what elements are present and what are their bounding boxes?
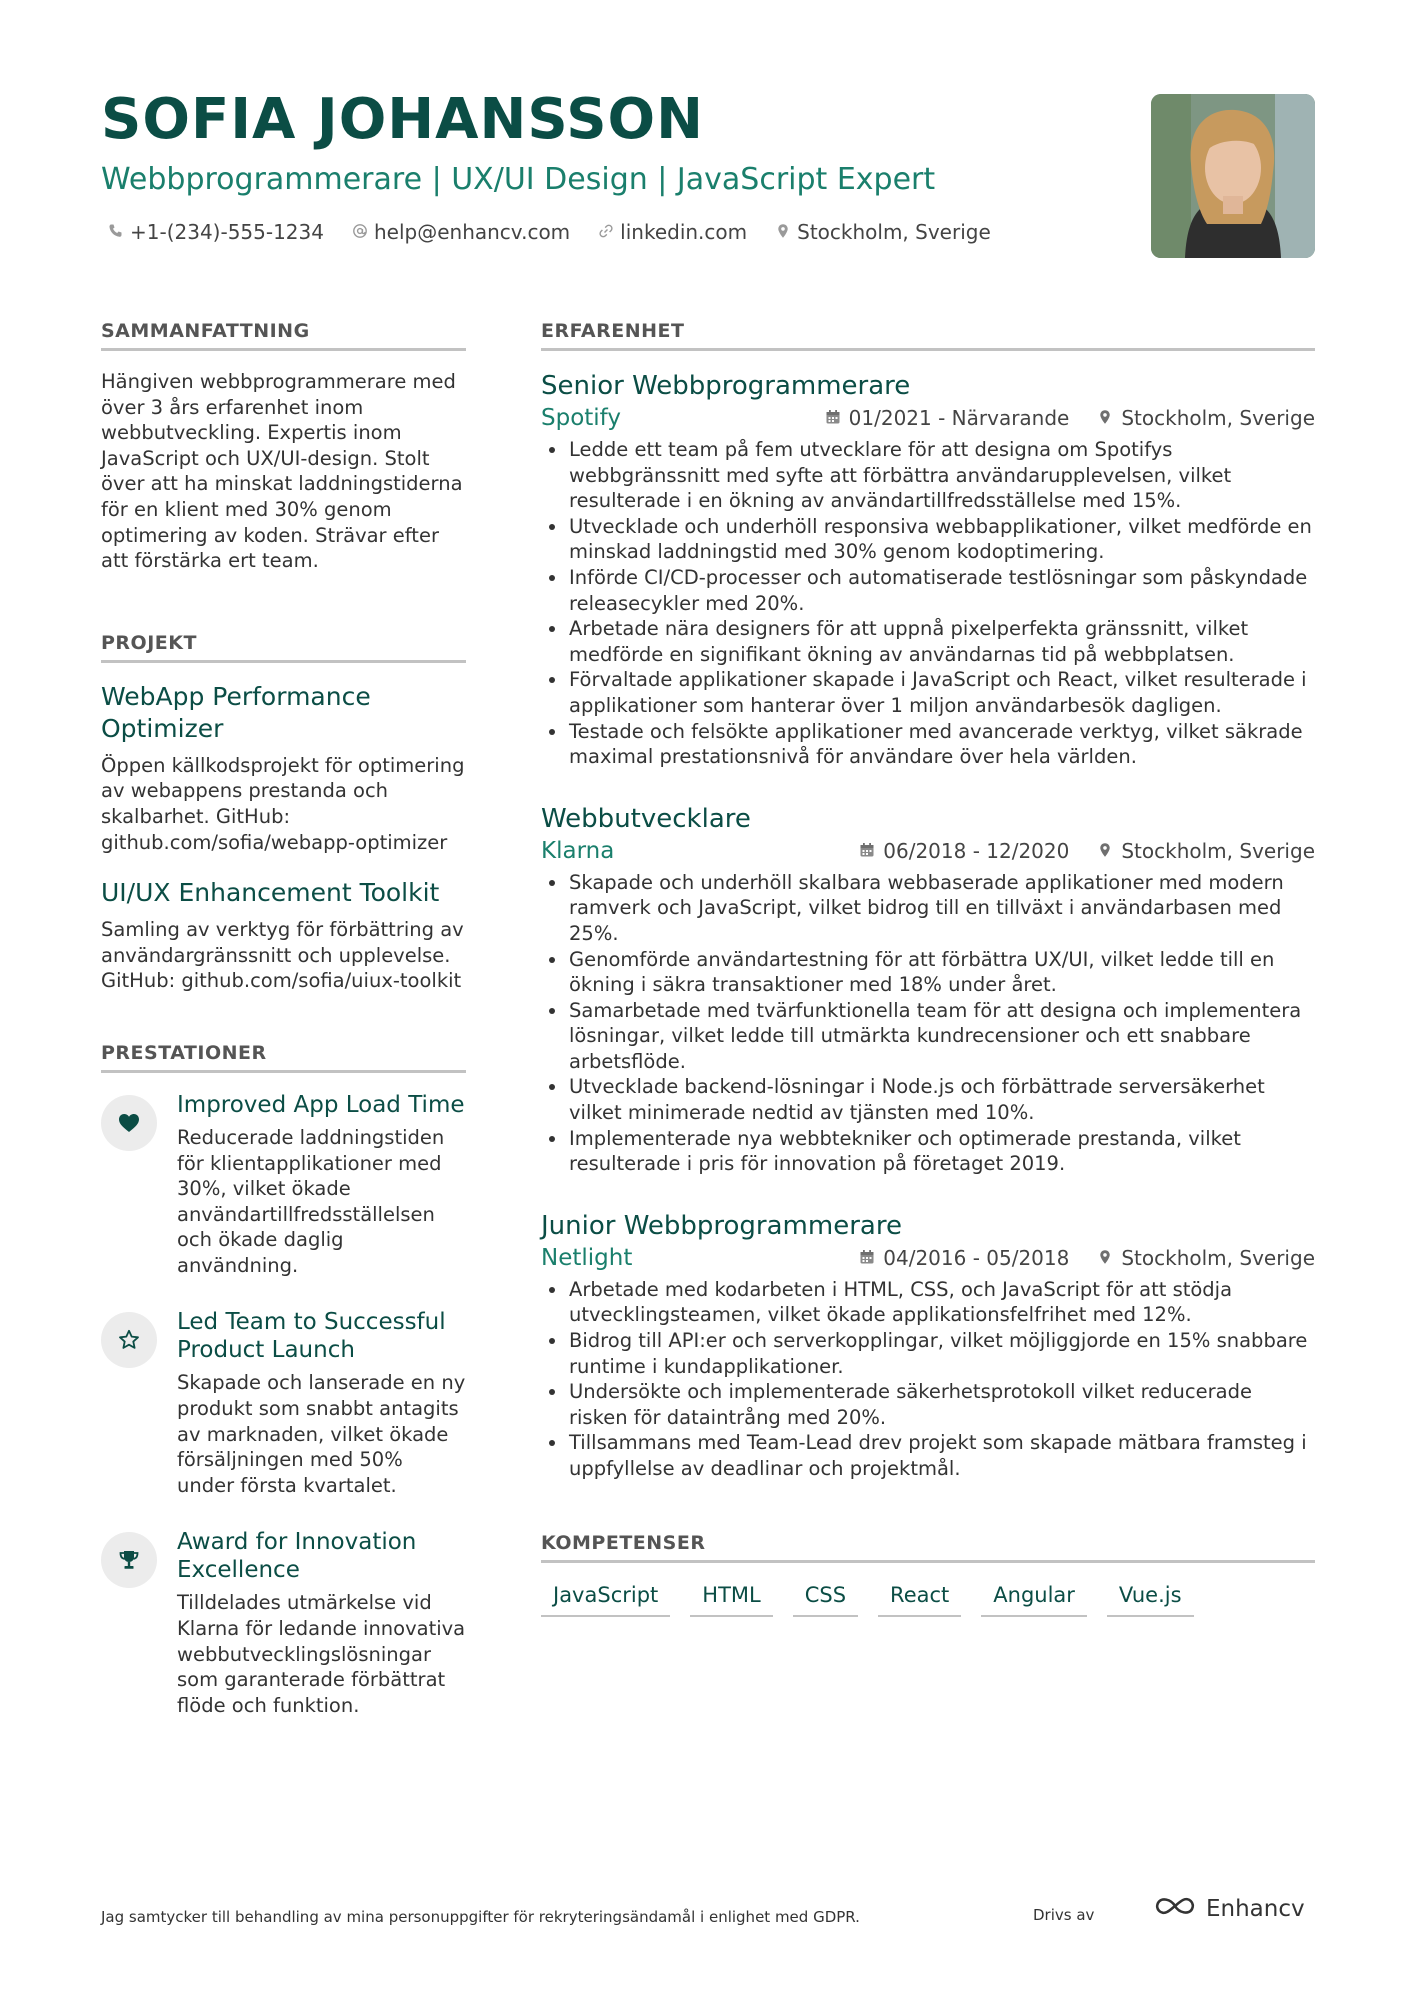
list-item: Undersökte och implementerade säkerhetsprotokoll vilket reducerade risken för dataintrång med 20%. bbox=[541, 1379, 1315, 1430]
list-item: Ledde ett team på fem utvecklare för att designa om Spotifys webbgränssnitt med syfte att förbättra användarupplevelsen, vilket resulterade i en ökning av användartillfredsställelse med 15%. bbox=[541, 437, 1315, 514]
job-meta bbox=[541, 1245, 1315, 1271]
job-dates bbox=[825, 406, 1070, 430]
skill-tag: Vue.js bbox=[1107, 1581, 1194, 1617]
contact-location bbox=[775, 220, 991, 244]
achievement-description: Reducerade laddningstiden för klientapplikationer med 30%, vilket ökade användartillfredsställelsen och ökade daglig användning. bbox=[177, 1125, 445, 1277]
contact-linkedin[interactable] bbox=[598, 220, 747, 244]
achievement-body bbox=[177, 1091, 466, 1279]
job-location-text: Stockholm, Sverige bbox=[1121, 406, 1315, 430]
list-item: Genomförde användartestning för att förbättra UX/UI, vilket ledde till en ökning i säkra transaktioner med 18% under året. bbox=[541, 947, 1315, 998]
headline: Webbprogrammerare | UX/UI Design | JavaScript Expert bbox=[101, 162, 936, 197]
calendar-icon bbox=[859, 839, 875, 863]
job-location bbox=[1097, 1246, 1315, 1270]
experience-heading: ERFARENHET bbox=[541, 320, 1315, 351]
skill-tag: CSS bbox=[793, 1581, 858, 1617]
summary-heading: SAMMANFATTNING bbox=[101, 320, 466, 351]
job-title: Senior Webbprogrammerare bbox=[541, 371, 911, 401]
achievement-body bbox=[177, 1308, 466, 1498]
achievement-title: Led Team to Successful Product Launch bbox=[177, 1309, 446, 1364]
achievement-item bbox=[101, 1308, 466, 1498]
powered-by-label: Drivs av bbox=[1033, 1906, 1095, 1924]
skill-tag: HTML bbox=[690, 1581, 772, 1617]
summary-text: Hängiven webbprogrammerare med över 3 års erfarenhet inom webbutveckling. Expertis inom JavaScript och UX/UI-design. Stolt över att ha minskat laddningstiderna för en klient med 30% genom optimering av koden. Strävar efter att förstärka ert team. bbox=[101, 370, 463, 573]
project-item bbox=[101, 877, 466, 994]
list-item: Samarbetade med tvärfunktionella team för att designa och implementera lösningar, vilket ledde till utmärkta kundrecensioner och ett snabbare arbetsflöde. bbox=[541, 998, 1315, 1075]
achievement-title: Improved App Load Time bbox=[177, 1091, 465, 1118]
at-icon bbox=[352, 220, 368, 244]
trophy-icon bbox=[101, 1532, 157, 1588]
location-pin-icon bbox=[775, 220, 791, 244]
job-bullets bbox=[541, 1277, 1315, 1482]
project-description: Samling av verktyg för förbättring av användargränssnitt och upplevelse. GitHub: github.com/sofia/uiux-toolkit bbox=[101, 918, 464, 993]
job-bullets bbox=[541, 870, 1315, 1177]
skill-tag: Angular bbox=[981, 1581, 1087, 1617]
heart-icon bbox=[101, 1095, 157, 1151]
job-meta-right bbox=[825, 406, 1315, 430]
job-meta bbox=[541, 838, 1315, 864]
location-pin-icon bbox=[1097, 1246, 1113, 1270]
job-meta-right bbox=[859, 1246, 1315, 1270]
job-title: Webbutvecklare bbox=[541, 803, 751, 834]
achievement-item bbox=[101, 1091, 466, 1279]
contact-bar bbox=[108, 220, 991, 244]
brand-name: Enhancv bbox=[1206, 1896, 1305, 1922]
calendar-icon bbox=[825, 406, 841, 430]
list-item: Tillsammans med Team-Lead drev projekt som skapade mätbara framsteg i uppfyllelse av deadlinar och projektmål. bbox=[541, 1430, 1315, 1481]
achievement-description: Skapade och lanserade en ny produkt som snabbt antagits av marknaden, vilket ökade försäljningen med 50% under första kvartalet. bbox=[177, 1371, 466, 1497]
list-item: Införde CI/CD-processer och automatiserade testlösningar som påskyndade releasecykler med 20%. bbox=[541, 565, 1315, 616]
calendar-icon bbox=[859, 1246, 875, 1270]
phone-text: +1-(234)-555-1234 bbox=[130, 220, 324, 244]
candidate-name: SOFIA JOHANSSON bbox=[101, 87, 704, 152]
job-entry bbox=[541, 369, 1315, 770]
list-item: Arbetade med kodarbeten i HTML, CSS, och JavaScript för att stödja utvecklingsteamen, vilket ökade applikationsfelfrihet med 12%. bbox=[541, 1277, 1315, 1328]
achievement-body bbox=[177, 1528, 466, 1718]
achievement-title: Award for Innovation Excellence bbox=[177, 1529, 417, 1584]
location-text: Stockholm, Sverige bbox=[797, 220, 991, 244]
list-item: Utvecklade backend-lösningar i Node.js och förbättrade serversäkerhet vilket minimerade nedtid av tjänsten med 10%. bbox=[541, 1074, 1315, 1125]
company-name: Spotify bbox=[541, 405, 621, 431]
skills-list bbox=[541, 1581, 1315, 1617]
job-dates-text: 01/2021 - Närvarande bbox=[848, 406, 1070, 430]
job-meta bbox=[541, 405, 1315, 431]
achievements-section bbox=[101, 1042, 466, 1719]
job-entry bbox=[541, 1209, 1315, 1482]
job-dates-text: 04/2016 - 05/2018 bbox=[883, 1245, 1070, 1270]
right-column bbox=[541, 320, 1315, 1617]
phone-icon bbox=[108, 220, 124, 244]
projects-heading: PROJEKT bbox=[101, 632, 466, 663]
contact-phone[interactable] bbox=[108, 220, 324, 244]
achievement-item bbox=[101, 1528, 466, 1718]
skills-section bbox=[541, 1532, 1315, 1617]
project-item bbox=[101, 681, 466, 855]
job-meta-right bbox=[859, 839, 1315, 863]
job-location bbox=[1097, 406, 1315, 430]
skill-tag: JavaScript bbox=[541, 1581, 670, 1617]
list-item: Förvaltade applikationer skapade i JavaScript och React, vilket resulterade i applikationer som hanterar över 1 miljon användarbesök dagligen. bbox=[541, 667, 1315, 718]
list-item: Skapade och underhöll skalbara webbaserade applikationer med modern ramverk och JavaScript, vilket bidrog till en tillväxt i användarbasen med 25%. bbox=[541, 870, 1315, 947]
job-title: Junior Webbprogrammerare bbox=[541, 1210, 902, 1241]
list-item: Testade och felsökte applikationer med avancerade verktyg, vilket säkrade maximal prestationsnivå för användare över hela världen. bbox=[541, 719, 1315, 770]
project-title: WebApp Performance Optimizer bbox=[101, 681, 371, 743]
job-dates-text: 06/2018 - 12/2020 bbox=[883, 838, 1070, 863]
location-pin-icon bbox=[1097, 406, 1113, 430]
company-name: Netlight bbox=[541, 1244, 633, 1271]
achievement-description: Tilldelades utmärkelse vid Klarna för ledande innovativa webbutvecklingslösningar som garanterade förbättrat flöde och funktion. bbox=[177, 1591, 466, 1717]
job-location-text: Stockholm, Sverige bbox=[1121, 1245, 1315, 1270]
summary-section bbox=[101, 320, 466, 574]
project-description: Öppen källkodsprojekt för optimering av webappens prestanda och skalbarhet. GitHub: github.com/sofia/webapp-optimizer bbox=[101, 753, 465, 854]
infinity-logo-icon bbox=[1152, 1894, 1198, 1924]
gdpr-consent: Jag samtycker till behandling av mina personuppgifter för rekryteringsändamål i enlighet med GDPR. bbox=[101, 1908, 860, 1926]
job-location-text: Stockholm, Sverige bbox=[1121, 838, 1315, 863]
star-icon bbox=[101, 1312, 157, 1368]
achievements-heading: PRESTATIONER bbox=[101, 1042, 466, 1073]
left-column bbox=[101, 320, 466, 1748]
list-item: Arbetade nära designers för att uppnå pixelperfekta gränssnitt, vilket medförde en signifikant ökning av användarnas tid på webbplatsen. bbox=[541, 616, 1315, 667]
job-location bbox=[1097, 839, 1315, 863]
skills-heading: KOMPETENSER bbox=[541, 1532, 1315, 1563]
contact-email[interactable] bbox=[352, 220, 570, 244]
list-item: Utvecklade och underhöll responsiva webbapplikationer, vilket medförde en minskad laddningstid med 30% genom kodoptimering. bbox=[541, 514, 1315, 565]
job-dates bbox=[859, 839, 1069, 863]
experience-section bbox=[541, 320, 1315, 1482]
projects-section bbox=[101, 632, 466, 994]
company-name: Klarna bbox=[541, 837, 615, 864]
skill-tag: React bbox=[878, 1581, 961, 1617]
email-text: help@enhancv.com bbox=[373, 220, 571, 244]
location-pin-icon bbox=[1097, 839, 1113, 863]
profile-photo bbox=[1151, 94, 1315, 258]
brand-logo[interactable] bbox=[1152, 1894, 1305, 1924]
project-title: UI/UX Enhancement Toolkit bbox=[101, 878, 440, 908]
link-icon bbox=[598, 220, 614, 244]
job-bullets bbox=[541, 437, 1315, 770]
job-entry bbox=[541, 802, 1315, 1177]
linkedin-text: linkedin.com bbox=[620, 220, 748, 244]
list-item: Bidrog till API:er och serverkopplingar, vilket möjliggjorde en 15% snabbare runtime i kundapplikationer. bbox=[541, 1328, 1315, 1379]
list-item: Implementerade nya webbtekniker och optimerade prestanda, vilket resulterade i pris för innovation på företaget 2019. bbox=[541, 1126, 1315, 1177]
job-dates bbox=[859, 1246, 1069, 1270]
